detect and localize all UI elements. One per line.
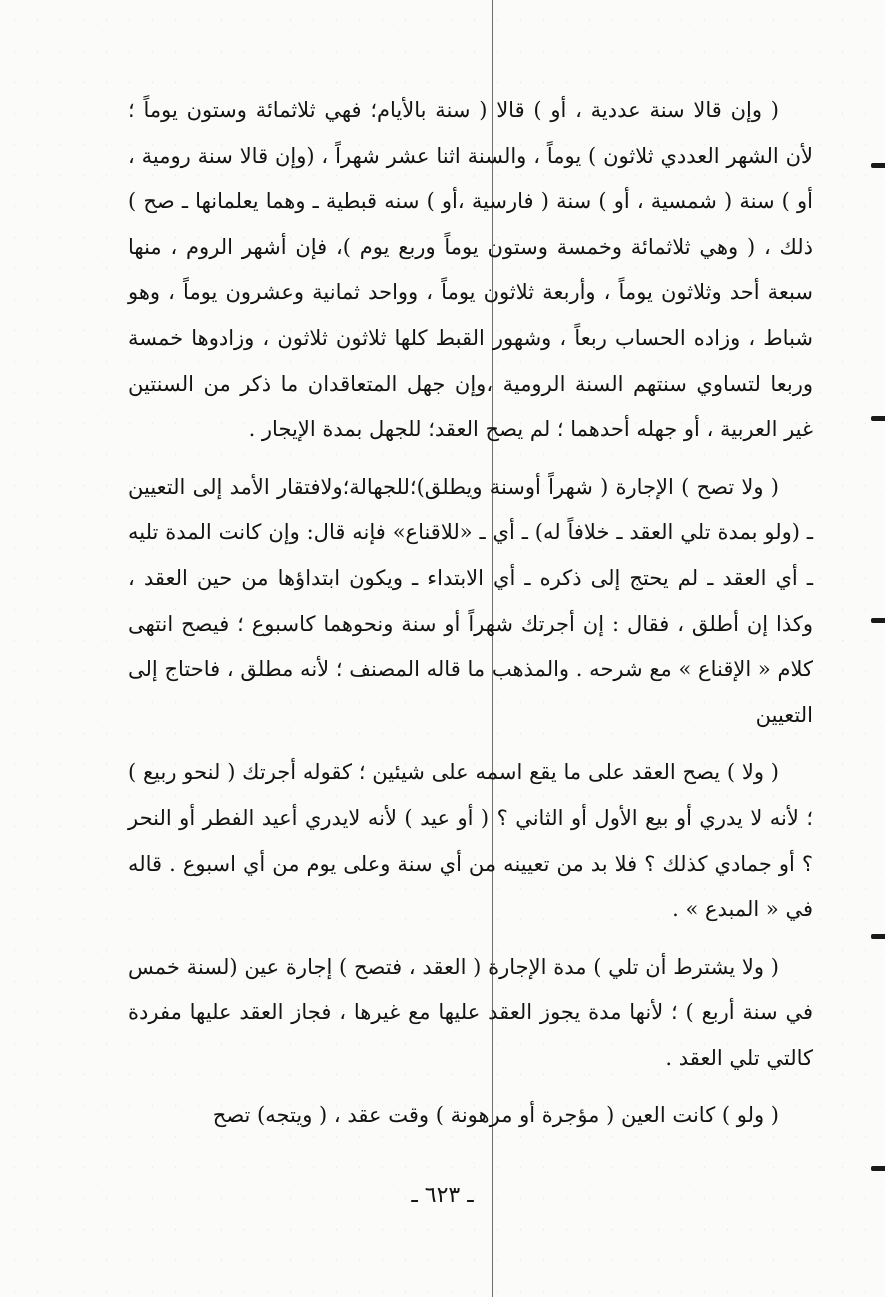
paragraph: ( وإن قالا سنة عددية ، أو ) قالا ( سنة بالأيام؛ فهي ثلاثمائة وستون يوماً ؛ لأن الشهر العددي ثلاثون ) يوماً ، والسنة اثنا عشر شهراً ، (وإن قالا سنة رومية ، أو ) سنة ( شمسية ، أو ) سنة ( فارسية ،أو ) سنه قبطية ـ وهما يعلمانها ـ صح ) ذلك ، ( وهي ثلاثمائة وخمسة وستون يوماً وربع يوم )، فإن أشهر الروم ، منها سبعة أحد وثلاثون يوماً ، وأربعة ثلاثون يوماً ، وواحد ثمانية وعشرون يوماً ، وهو شباط ، وزاده الحساب ربعاً ، وشهور القبط كلها ثلاثون ثلاثون ، وزادوها خمسة وربعا لتساوي سنتهم السنة الرومية ،وإن جهل المتعاقدان ما ذكر من السنتين غير العربية ، أو جهله أحدهما ؛ لم يصح العقد؛ للجهل بمدة الإيجار . xyxy=(128,98,813,442)
edge-mark xyxy=(871,934,885,939)
edge-mark xyxy=(871,163,885,168)
page-number: ـ ٦٢٣ ـ xyxy=(411,1183,474,1208)
paragraph: ( ولا يشترط أن تلي ) مدة الإجارة ( العقد ، فتصح ) إجارة عين (لسنة خمس في سنة أربع ) ؛ لأنها مدة يجوز العقد عليها مع غيرها ، فجاز العقد عليها مفردة كالتي تلي العقد . xyxy=(128,954,813,1070)
edge-mark xyxy=(871,618,885,623)
paragraph: ( ولو ) كانت العين ( مؤجرة أو مرهونة ) وقت عقد ، ( ويتجه) تصح xyxy=(212,1103,779,1128)
paragraph: ( ولا تصح ) الإجارة ( شهراً أوسنة ويطلق)؛للجهالة؛ولافتقار الأمد إلى التعيين ـ (ولو بمدة تلي العقد ـ خلافاً له) ـ أي ـ «للاقناع» فإنه قال: وإن كانت المدة تليه ـ أي العقد ـ لم يحتج إلى ذكره ـ أي الابتداء ـ ويكون ابتداؤها من حين العقد ، وكذا إن أطلق ، فقال : إن أجرتك شهراً أو سنة ونحوهما كاسبوع ؛ فيصح انتهى كلام « الإقناع » مع شرحه . والمذهب ما قاله المصنف ؛ لأنه مطلق ، فاحتاج إلى التعيين xyxy=(128,474,813,727)
body-text xyxy=(128,88,813,1151)
edge-mark xyxy=(871,416,885,421)
paragraph: ( ولا ) يصح العقد على ما يقع اسمه على شيئين ؛ كقوله أجرتك ( لنحو ربيع ) ؛ لأنه لا يدري أو بيع الأول أو الثاني ؟ ( أو عيد ) لأنه لايدري أعيد الفطر أو النحر ؟ أو جمادي كذلك ؟ فلا بد من تعيينه من أي سنة وعلى يوم من أي اسبوع . قاله في « المبدع » . xyxy=(128,760,813,922)
edge-mark xyxy=(871,1166,885,1171)
